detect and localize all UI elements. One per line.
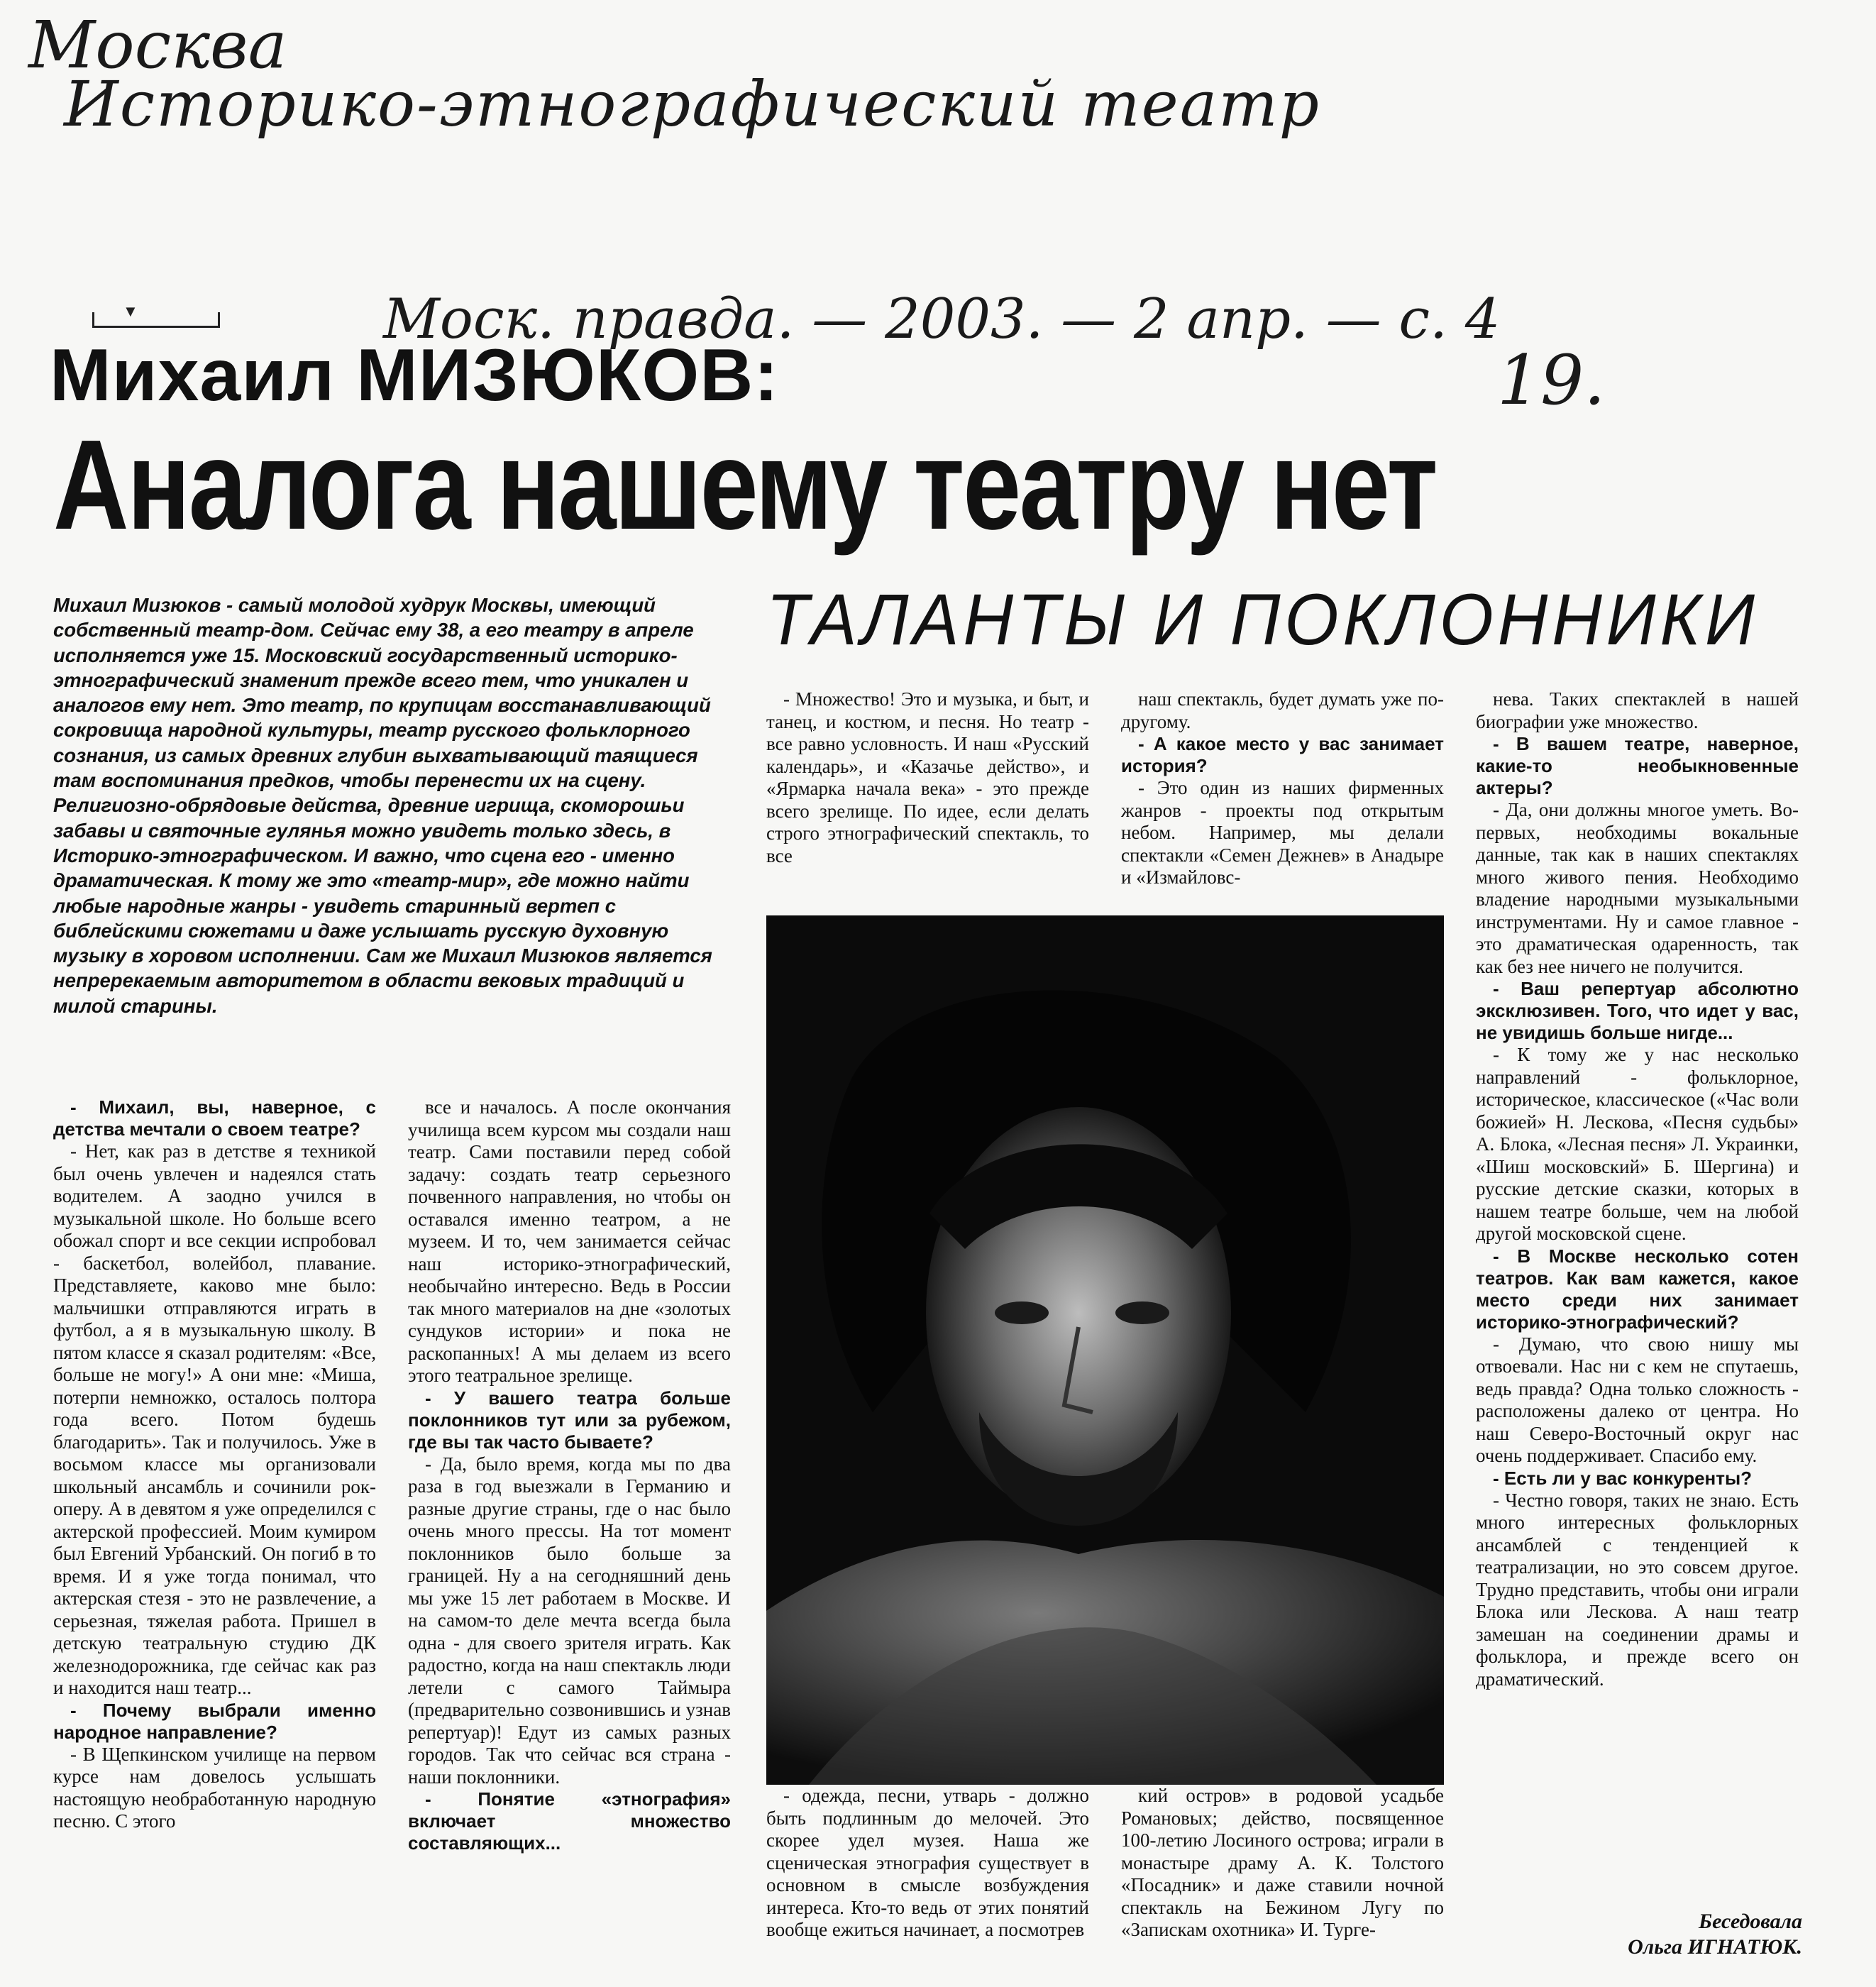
article-kicker: Михаил МИЗЮКОВ: [50, 334, 780, 417]
text-column-2 [408, 1096, 731, 1854]
article-headline: Аналога нашему театру нет [53, 414, 1437, 556]
interview-answer: все и началось. А после окончания училища всем курсом мы создали наш театр. Сами поставили перед собой задачу: создать театр серьезного почвенного направления, но чтобы он оставался именно театром, а не музеем. И то, чем занимается сейчас наш историко-этнографический, необычайно интересно. Ведь в России так много материалов на дне «золотых сундуков истории» и пока не раскопанных! А мы делаем из всего этого театральное зрелище. [408, 1096, 731, 1386]
interview-question: - В вашем театре, наверное, какие-то необыкновенные актеры? [1476, 733, 1799, 798]
interview-question: - Ваш репертуар абсолютно эксклюзивен. Того, что идет у вас, не увидишь больше нигде... [1476, 978, 1799, 1043]
handwritten-source-note: Моск. правда. — 2003. — 2 апр. — с. 4 [383, 287, 1501, 351]
interview-question: - В Москве несколько сотен театров. Как вам кажется, какое место среди них занимает историко-этнографический? [1476, 1245, 1799, 1333]
interview-question: - Почему выбрали именно народное направление? [53, 1699, 376, 1743]
byline-label: Беседовала [1699, 1910, 1802, 1933]
section-marker [92, 312, 220, 328]
interview-question: - Есть ли у вас конкуренты? [1493, 1467, 1753, 1489]
handwritten-city-note: Москва [28, 7, 287, 83]
interview-question: - А какое место у вас занимает история? [1121, 733, 1444, 776]
text-column-3-top [766, 688, 1089, 867]
interview-answer: наш спектакль, будет думать уже по-другому. [1121, 688, 1444, 732]
byline-author: Ольга ИГНАТЮК. [1628, 1935, 1802, 1959]
text-column-5 [1476, 688, 1799, 1690]
portrait-photo-icon [766, 915, 1444, 1785]
interview-answer: - В Щепкинском училище на первом курсе нам довелось услышать настоящую необработанную народную песню. С этого [53, 1743, 376, 1832]
article-lead: Михаил Мизюков - самый молодой худрук Москвы, имеющий собственный театр-дом. Сейчас ему 38, а его театру в апреле исполняется уже 15. Московский государственный историко-этнографический знаменит прежде всего тем, что уникален и аналогов ему нет. Это театр, по крупицам восстанавливающий сокровища народной культуры, театр русского фольклорного сознания, из самых древних глубин выхватывающий таящиеся там воспоминания предков, чтобы перенести их на сцену. Религиозно-обрядовые действа, древние игрища, скоморошьи забавы и святочные гулянья можно увидеть только здесь, в Историко-этнографическом. И важно, что сцена его - именно драматическая. К тому же это «театр-мир», где можно найти любые народные жанры - увидеть старинный вертеп с библейскими сюжетами и даже услышать русскую духовную музыку в хоровом исполнении. Сам же Михаил Мизюков является непререкаемым авторитетом в области вековых традиций и милой старины. [53, 594, 712, 1017]
interview-answer: - одежда, песни, утварь - должно быть подлинным до мелочей. Это скорее удел музея. Наша же сценическая этнография существует в основном в смысле возбуждения интереса. Кто-то ведь от этих понятий вообще ежиться начинает, а посмотрев [766, 1785, 1089, 1940]
interview-answer: - Да, они должны многое уметь. Во-первых, необходимы вокальные данные, так как в наших спектаклях много живого пения. Необходимо владение народными музыкальными инструментами. Ну и самое главное - это драматическая одаренность, так как без нее ничего не получится. [1476, 799, 1799, 977]
handwritten-number-note: 19. [1497, 341, 1606, 420]
interview-answer: - К тому же у нас несколько направлений - фольклорное, историческое, классическое («Час воли божией» Н. Лескова, «Песня судьбы» А. Блока, «Лесная песня» Л. Украинки, «Шиш московский» Б. Шергина) и русские детские сказки, которых в нашем театре больше, чем на любой другой московской сцене. [1476, 1044, 1799, 1244]
interview-answer: - Думаю, что свою нишу мы отвоевали. Нас ни с кем не спутаешь, ведь правда? Одна только сложность - расположены далеко от центра. Но наш Северо-Восточный округ нас очень поддерживает. Спасибо ему. [1476, 1333, 1799, 1466]
portrait-photo [766, 915, 1444, 1785]
interview-answer: - Множество! Это и музыка, и быт, и танец, и костюм, и песня. Но театр - все равно условность. И наш «Русский календарь», и «Казачье действо», и «Ярмарка начала века» - это прежде всего зрелище. По идее, если делать строго этнографический спектакль, то все [766, 688, 1089, 866]
interview-answer: - Да, было время, когда мы по два раза в год выезжали в Германию и разные другие страны, где о нас было очень много прессы. На тот момент поклонников было больше за границей. Ну а на сегодняшний день мы уже 15 лет работаем в Москве. И на самом-то деле мечта всегда была одна - для своего зрителя играть. Как радостно, когда на наш спектакль люди летели с самого Таймыра (предварительно созвонившись и узнав репертуар)! Едут из самых разных городов. Так что сейчас вся страна - наши поклонники. [408, 1453, 731, 1788]
byline [1561, 1909, 1802, 1960]
text-column-3-bottom [766, 1785, 1089, 1942]
handwritten-topic-note: Историко-этнографический театр [64, 67, 1320, 141]
interview-answer: нева. Таких спектаклей в нашей биографии уже множество. [1476, 688, 1799, 732]
interview-question: - Понятие «этнография» включает множество составляющих... [408, 1788, 731, 1854]
section-rubric: ТАЛАНТЫ И ПОКЛОННИКИ [766, 579, 1759, 660]
text-column-4-top [1121, 688, 1444, 889]
text-column-1 [53, 1096, 376, 1833]
interview-question: - У вашего театра больше поклонников тут или за рубежом, где вы так часто бываете? [408, 1387, 731, 1453]
text-column-4-bottom [1121, 1785, 1444, 1942]
interview-answer: - Честно говоря, таких не знаю. Есть много интересных фольклорных ансамблей с тенденцией к театрализации, но это совсем другое. Трудно представить, чтобы они играли Блока или Лескова. А наш театр замешан на соединении драмы и фольклора, и прежде всего он драматический. [1476, 1489, 1799, 1690]
interview-answer: - Нет, как раз в детстве я техникой был очень увлечен и надеялся стать водителем. А заодно учился в музыкальной школе. Но больше всего обожал спорт и все секции испробовал - баскетбол, волейбол, плавание. Представляете, каково мне было: мальчишки отправляются играть в футбол, а я в музыкальную школу. В пятом классе я сказал родителям: «Все, больше не могу!» А они мне: «Миша, потерпи немножко, осталось полтора года всего. Потом будешь благодарить». Так и получилось. Уже в восьмом классе мы организовали школьный ансамбль и сочинили рок-оперу. А в девятом я уже определился с актерской профессией. Моим кумиром был Евгений Урбанский. Он погиб в то время. И я уже тогда понимал, что актерская стезя - это не развлечение, а серьезная, тяжелая работа. Пришел в детскую театральную студию ДК железнодорожника, где сейчас как раз и находится наш театр... [53, 1140, 376, 1698]
interview-question: - Михаил, вы, наверное, с детства мечтали о своем театре? [53, 1096, 376, 1140]
interview-answer: - Это один из наших фирменных жанров - проекты под открытым небом. Например, мы делали спектакли «Семен Дежнев» в Анадыре и «Измайловс- [1121, 777, 1444, 888]
interview-answer: кий остров» в родовой усадьбе Романовых; действо, посвященное 100-летию Лосиного острова; играли в монастыре драму А. К. Толстого «Посадник» и даже ставили ночной спектакль на Бежином Лугу по «Запискам охотника» И. Турге- [1121, 1785, 1444, 1940]
